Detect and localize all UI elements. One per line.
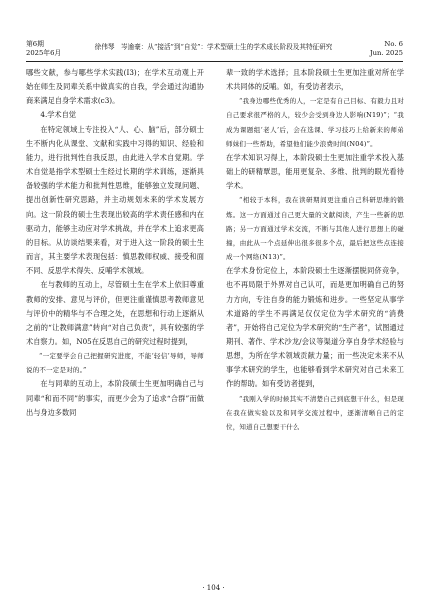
header-date-en: Jun. 2025 xyxy=(369,49,403,57)
body-paragraph: 在与教师的互动上，尽管硕士生在学术上依旧尊重教师的安排、意见与评价，但更注重谨慎思考教师意见与评价中的精华与不合理之处，在思想和行动上逐渐从之前的“让教师满意”转向“对自己负责”，具有较强的学术自察力。如，N05在反思自己的研究过程时提到， xyxy=(26,280,204,346)
left-column xyxy=(26,66,204,420)
body-paragraph: 在学术知识习得上，本阶段硕士生更加注重学术投入基础上的研精覃思，能用更复杂、多维、批判的眼光看待学术。 xyxy=(226,152,404,191)
header-date-cn: 2025年6月 xyxy=(26,49,62,57)
interview-quote: “相较于本科，我在读研期间更注重自己科研思维的锻炼。这一方面通过自己更大量的文献阅读，产生一些新的思路；另一方面通过学术交流，不断与其他人进行思想上的碰撞，由此从一个点延伸出很多很多个点，最后把这些点连接成一个网络(N13)”。 xyxy=(226,196,404,262)
body-paragraph: 在与同辈的互动上，本阶段硕士生更加明确自己与同辈“和而不同”的事实，而更少会为了追求“合群”而做出与身边多数同 xyxy=(26,379,204,417)
interview-quote: “我刚入学的时候其实不清楚自己到底想干什么，但是现在我在做实验以及和同学交流过程中，逐渐清晰自己的定位，知道自己想要干什么 xyxy=(226,394,404,431)
header-issue-en: No. 6 xyxy=(384,40,403,48)
interview-quote: “一定要学会自己把握研究进度，不能‘轻信’导师，导师说的不一定是对的。” xyxy=(26,352,204,375)
body-paragraph: 在学术身份定位上，本阶段硕士生逐渐摆脱同侪竞争，也不再局限于外界对自己认可，而是更加明确自己的努力方向，专注自身的能力锻炼和进步。一些坚定从事学术道路的学生不再满足仅仅定位为学术研究的“消费者”，开始将自己定位为学术研究的“生产者”，试图通过期刊、著作、学术沙龙/会议等渠道分享自身学术经验与思想，为所在学术领域贡献力量；而一些决定未来不从事学术研究的学生，也能够看到学术研究对自己未来工作的帮助。如有受访者提到， xyxy=(226,266,404,389)
interview-quote: “我身边哪些优秀的人，一定是有自己目标、有毅力且对自己要求很严格的人，较少会受到身边人影响(N19)”；“我成为课题组‘老人’后，会在选课、学习技巧上给新来的师弟师妹们一些帮助，希望他们能少浪费时间(N04)”。 xyxy=(226,97,404,148)
header-issue-right xyxy=(370,40,403,58)
right-column xyxy=(226,66,404,434)
page-number: · 104 · xyxy=(202,584,225,592)
body-paragraph: 辈一致的学术选择；且本阶段硕士生更加注重对所在学术共同体的反哺。如，有受访者表示， xyxy=(226,68,404,92)
body-paragraph: 哪些文献，参与哪些学术实践(I3)；在学术互动观上开始在师生及同辈关系中做真实的自我，学会通过沟通协商来满足自身学术需求(c3)。 xyxy=(26,68,204,106)
header-rule xyxy=(26,61,403,62)
body-paragraph: 在特定领域上专注投入“人、心、脑”后，部分硕士生不断内化从课堂、文献和实践中习得的知识、经验和能力，进行批判性自我反思，由此进入学术自觉期。学术自觉是指学术型硕士生经过长期的学术训练，逐渐具备较强的学术能力和批判性思维，能够独立发现问题、提出创新性研究思路，并主动规划未来的学术发展方向。这一阶段的硕士生表现出较高的学术责任感和内在驱动力，能够主动应对学术挑战，并在学术上追求更高的目标。从访谈结果来看，对于进入这一阶段的硕士生而言，其主要学术表现包括：慎思教师权威、接受和面不同、反思学术得失、反哺学术领域。 xyxy=(26,124,204,276)
section-heading: 4.学术自觉 xyxy=(40,110,76,120)
header-issue-cn: 第6期 xyxy=(26,40,44,48)
header-running-title: 徐伟琴 岑逾豪：从“接活”到“自觉”：学术型硕士生的学术成长阶段及其特征研究 xyxy=(94,43,333,51)
